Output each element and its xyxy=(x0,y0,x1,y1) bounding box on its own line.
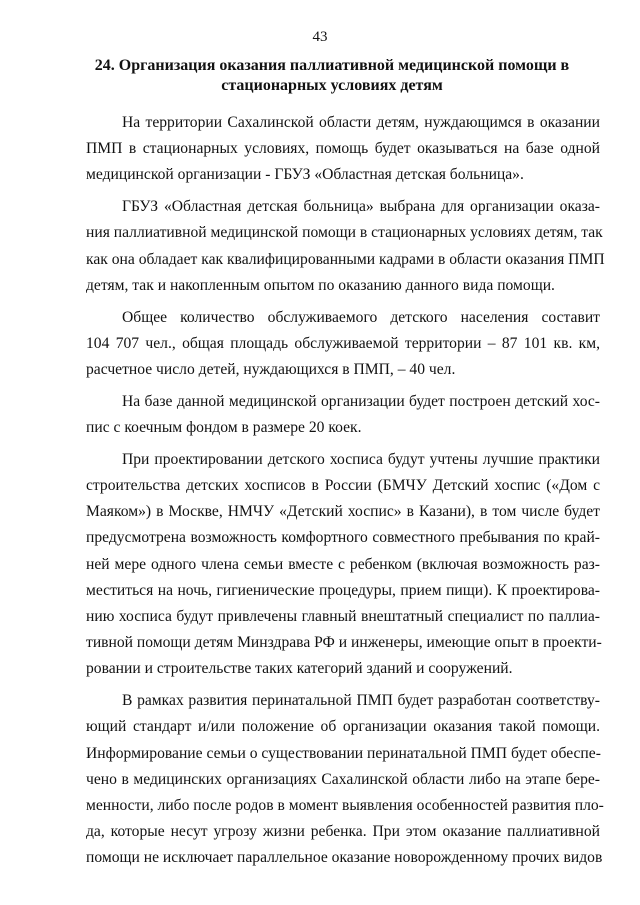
paragraph xyxy=(86,688,604,871)
text-line: Информирование семьи о существовании перинатальной ПМП будет обеспе- xyxy=(86,744,601,762)
paragraph xyxy=(86,194,605,299)
text-line: На базе данной медицинской организации будет построен детский хос- xyxy=(122,392,600,410)
paragraph xyxy=(86,447,600,683)
text-line: При проектировании детского хосписа будут учтены лучшие практики xyxy=(122,450,600,468)
text-line: ней мере одного члена семьи вместе с ребенком (включая возможность раз- xyxy=(86,555,600,573)
text-line: чено в медицинских организациях Сахалинской области либо на этапе бере- xyxy=(86,770,600,788)
text-line: расчетное число детей, нуждающихся в ПМП, – 40 чел. xyxy=(86,361,456,379)
text-line: 104 707 чел., общая площадь обслуживаемой территории – 87 101 кв. км, xyxy=(86,334,600,352)
text-line: детям, так и накопленным опытом по оказанию данного вида помощи. xyxy=(86,276,555,294)
paragraph xyxy=(86,305,600,384)
text-line: В рамках развития перинатальной ПМП будет разработан соответству- xyxy=(122,692,600,710)
text-line: предусмотрена возможность комфортного совместного пребывания по край- xyxy=(86,529,600,547)
text-line: ния паллиативной медицинской помощи в стационарных условиях детям, так xyxy=(86,224,603,242)
text-line: помощи не исключает параллельное оказание новорожденному прочих видов xyxy=(86,849,603,867)
text-line: На территории Сахалинской области детям, нуждающимся в оказании xyxy=(122,114,600,131)
body-text xyxy=(86,110,605,877)
section-title-line: стационарных условиях детям xyxy=(221,77,443,94)
text-line: ПМП в стационарных условиях, помощь будет оказываться на базе одной xyxy=(86,140,600,158)
section-title-line: 24. Организация оказания паллиативной медицинской помощи в xyxy=(94,57,570,74)
text-line: тивной помощи детям Минздрава РФ и инженеры, имеющие опыт в проекти- xyxy=(86,634,602,652)
paragraph xyxy=(86,110,600,189)
text-line: строительства детских хосписов в России (БМЧУ Детский хоспис («Дом с xyxy=(86,477,600,495)
text-line: ровании и строительстве таких категорий зданий и сооружений. xyxy=(86,660,513,678)
text-line: Общее количество обслуживаемого детского населения составит xyxy=(122,308,600,326)
section-title xyxy=(88,56,576,96)
text-line: да, которые несут угрозу жизни ребенка. При этом оказание паллиативной xyxy=(86,823,600,841)
text-line: Маяком») в Москве, НМЧУ «Детский хоспис» в Казани), в том числе будет xyxy=(86,503,600,521)
text-line: медицинской организации - ГБУЗ «Областная детская больница». xyxy=(86,166,524,184)
text-line: пис с коечным фондом в размере 20 коек. xyxy=(86,419,362,437)
text-line: менности, либо после родов в момент выявления особенностей развития пло- xyxy=(86,797,604,815)
text-line: ГБУЗ «Областная детская больница» выбрана для организации оказа- xyxy=(122,198,600,216)
page-number: 43 xyxy=(312,29,328,45)
text-line: ющий стандарт и/или положение об организации оказания такой помощи. xyxy=(86,718,600,736)
text-line: как она обладает как квалифицированными кадрами в области оказания ПМП xyxy=(86,250,605,268)
text-line: меститься на ночь, гигиенические процедуры, прием пищи). К проектирова- xyxy=(86,581,600,599)
text-line: нию хосписа будут привлечены главный внештатный специалист по паллиа- xyxy=(86,608,600,626)
paragraph xyxy=(86,389,600,441)
